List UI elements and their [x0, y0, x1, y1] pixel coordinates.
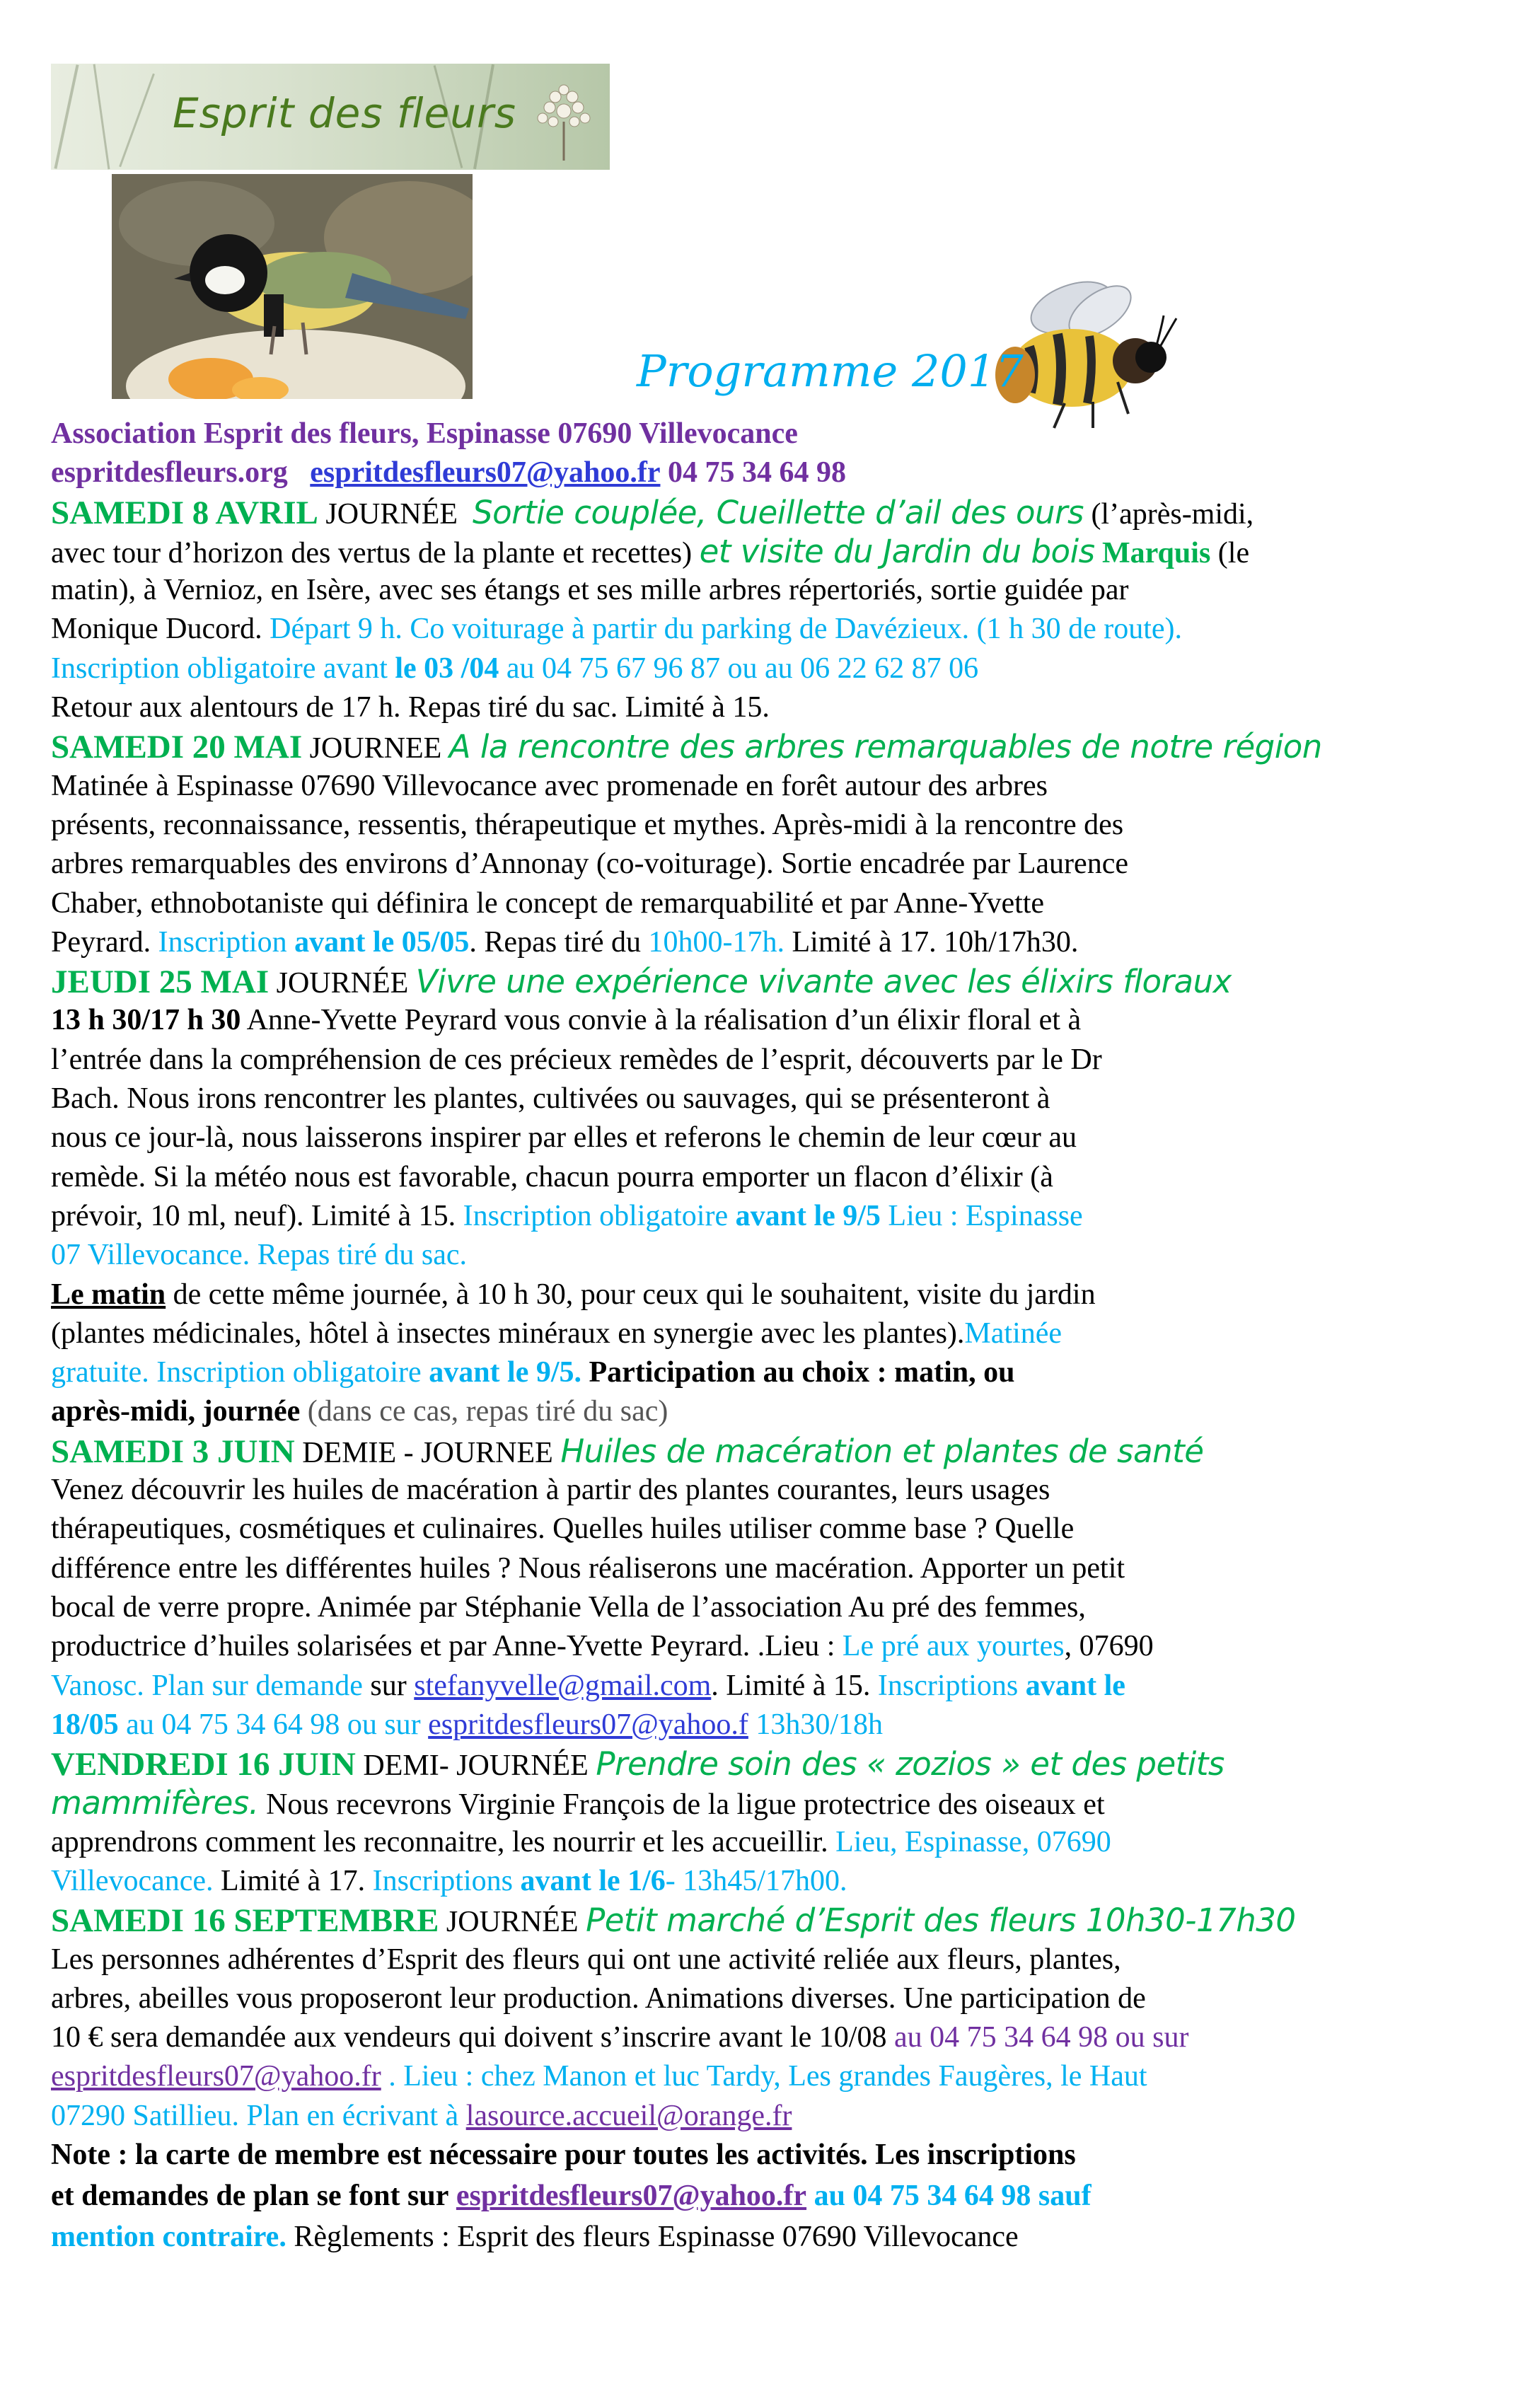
email-link[interactable]: espritdesfleurs07@yahoo.fr	[310, 456, 661, 490]
programme-title: Programme 2017	[637, 345, 1024, 397]
email-link[interactable]: espritdesfleurs07@yahoo.fr	[51, 2060, 381, 2093]
event-header: SAMEDI 16 SEPTEMBRE JOURNÉE Petit marché d’Esprit des fleurs 10h30-17h30	[51, 1902, 1296, 1940]
email-link[interactable]: lasource.accueil@orange.fr	[465, 2099, 792, 2132]
association-line: Association Esprit des fleurs, Espinasse 07690 Villevocance	[51, 417, 798, 450]
event-header: JEUDI 25 MAI JOURNÉE Vivre une expérience vivante avec les élixirs floraux	[51, 963, 1232, 1001]
email-link[interactable]: espritdesfleurs07@yahoo.f	[428, 1708, 748, 1741]
event-header: SAMEDI 3 JUIN DEMIE - JOURNEE Huiles de macération et plantes de santé	[51, 1432, 1204, 1470]
flower-icon	[521, 72, 606, 161]
bird-photo	[112, 174, 473, 399]
contact-line: espritdesfleurs.org espritdesfleurs07@yahoo.fr 04 75 34 64 98	[51, 456, 846, 490]
event-header: SAMEDI 8 AVRIL JOURNÉE Sortie couplée, Cueillette d’ail des ours (l’après-midi,	[51, 493, 1254, 531]
event-header: SAMEDI 20 MAI JOURNEE A la rencontre des arbres remarquables de notre région	[51, 728, 1322, 766]
email-link[interactable]: espritdesfleurs07@yahoo.fr	[456, 2180, 807, 2213]
logo-banner	[51, 64, 610, 170]
note: Note : la carte de membre est nécessaire pour toutes les activités. Les inscriptions	[51, 2139, 1076, 2172]
logo-text: Esprit des fleurs	[173, 89, 517, 137]
event-header: VENDREDI 16 JUIN DEMI- JOURNÉE Prendre soin des « zozios » et des petits	[51, 1745, 1225, 1783]
programme-content: Association Esprit des fleurs, Espinasse 07690 Villevocance espritdesfleurs.org espritdesfleurs07@yahoo.fr 04 75 34 64 98 SAMEDI 8 AVRIL JOURNÉE Sortie couplée, Cueillette d’ail des ours (l’après-midi, avec tour d’horizon des vertus de la plante et recettes) et visite du Jardin du bois Marquis (le matin), à Vernioz, en Isère, avec ses étangs et ses mille arbres répertoriés, sortie guidée par Monique Ducord. Départ 9 h. Co voiturage à partir du parking de Davézieux. (1 h 30 de route). Inscription obligatoire avant le 03 /04 au 04 75 67 96 87 ou au 06 22 62 87 06 Retour aux alentours de 17 h. Repas tiré du sac. Limité à 15. SAMEDI 20 MAI JOURNEE A la rencontre des arbres remarquables de notre région Matinée à Espinasse 07690 Villevocance avec promenade en forêt autour des arbres présents, reconnaissance, ressentis, thérapeutique et mythes. Après-midi à la rencontre des arbres remarquables des environs d’Annonay (co-voiturage). Sortie encadrée par Laurence Chaber, ethnobotaniste qui définira le concept de remarquabilité et par Anne-Yvette Peyrard. Inscription avant le 05/05. Repas tiré du 10h00-17h. Limité à 17. 10h/17h30. JEUDI 25 MAI JOURNÉE Vivre une expérience vivante avec les élixirs floraux 13 h 30/17 h 30 Anne-Yvette Peyrard vous convie à la réalisation d’un élixir floral et à l’entrée dans la compréhension de ces précieux remèdes de l’esprit, découverts par le Dr Bach. Nous irons rencontrer les plantes, cultivées ou sauvages, qui se présenteront à nous ce jour-là, nous laisserons inspirer par elles et referons le chemin de leur cœur au remède. Si la météo nous est favorable, chacun pourra emporter un flacon d’élixir (à prévoir, 10 ml, neuf). Limité à 15. Inscription obligatoire avant le 9/5 Lieu : Espinasse 07 Villevocance. Repas tiré du sac. Le matin de cette même journée, à 10 h 30, pour ceux qui le souhaitent, visite du jardin (plantes médicinales, hôtel à insectes minéraux en synergie avec les plantes).Matinée gratuite. Inscription obligatoire avant le 9/5. Participation au choix : matin, ou après-midi, journée (dans ce cas, repas tiré du sac) SAMEDI 3 JUIN DEMIE - JOURNEE Huiles de macération et plantes de santé Venez découvrir les huiles de macération à partir des plantes courantes, leurs usages thérapeutiques, cosmétiques et culinaires. Quelles huiles utiliser comme base ? Quelle différence entre les différentes huiles ? Nous réaliserons une macération. Apporter un petit bocal de verre propre. Animée par Stéphanie Vella de l’association Au pré des femmes, productrice d’huiles solarisées et par Anne-Yvette Peyrard. .Lieu : Le pré aux yourtes, 07690 Vanosc. Plan sur demande sur stefanyvelle@gmail.com. Limité à 15. Inscriptions avant le 18/05 au 04 75 34 64 98 ou sur espritdesfleurs07@yahoo.f 13h30/18h VENDREDI 16 JUIN DEMI- JOURNÉE Prendre soin des « zozios » et des petits mammifères. Nous recevrons Virginie François de la ligue protectrice des oiseaux et apprendrons comment les reconnaitre, les nourrir et les accueillir. Lieu, Espinasse, 07690 Villevocance. Limité à 17. Inscriptions avant le 1/6- 13h45/17h00. SAMEDI 16 SEPTEMBRE JOURNÉE Petit marché d’Esprit des fleurs 10h30-17h30 Les personnes adhérentes d’Esprit des fleurs qui ont une activité reliée aux fleurs, plantes, arbres, abeilles vous proposeront leur production. Animations diverses. Une participation de 10 € sera demandée aux vendeurs qui doivent s’inscrire avant le 10/08 au 04 75 34 64 98 ou sur espritdesfleurs07@yahoo.fr . Lieu : chez Manon et luc Tardy, Les grandes Faugères, le Haut 07290 Satillieu. Plan en écrivant à lasource.accueil@orange.fr Note : la carte de membre est nécessaire pour toutes les activités. Les inscriptions et demandes de plan se font sur espritdesfleurs07@yahoo.fr au 04 75 34 64 98 sauf mention contraire. Règlements : Esprit des fleurs Espinasse 07690 Villevocance	[51, 415, 1494, 2259]
email-link[interactable]: stefanyvelle@gmail.com	[414, 1669, 712, 1702]
